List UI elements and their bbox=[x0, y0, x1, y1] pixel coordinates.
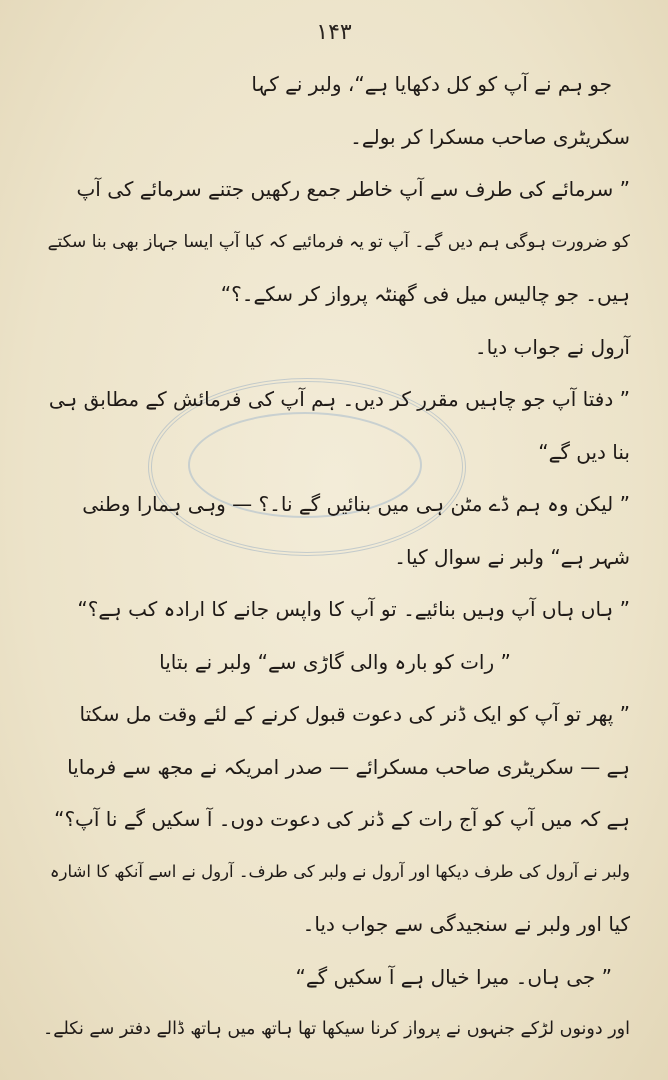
text-line: جو ہم نے آپ کو کل دکھایا ہے“، ولبر نے کہا bbox=[251, 72, 612, 96]
text-line: ولبر نے آرول کی طرف دیکھا اور آرول نے ولبر کی طرف۔ آرول نے اسے آنکھ کا اشارہ bbox=[49, 861, 630, 881]
text-line: ہیں۔ جو چالیس میل فی گھنٹہ پرواز کر سکے۔؟“ bbox=[220, 282, 630, 306]
text-line: ہے — سکریٹری صاحب مسکرائے — صدر امریکہ نے مجھ سے فرمایا bbox=[67, 754, 630, 779]
text-line: بنا دیں گے“ bbox=[538, 439, 630, 464]
text-line: ہے کہ میں آپ کو آج رات کے ڈنر کی دعوت دوں۔ آ سکیں گے نا آپ؟“ bbox=[54, 807, 630, 831]
text-line: کو ضرورت ہوگی ہم دیں گے۔ آپ تو یہ فرمائیے کہ کیا آپ ایسا جہاز بھی بنا سکتے bbox=[47, 231, 630, 252]
text-line: ” لیکن وہ ہم ڈے مٹن ہی میں بنائیں گے نا۔؟ — وہی ہمارا وطنی bbox=[82, 492, 630, 516]
text-line: ” جی ہاں۔ میرا خیال ہے آ سکیں گے“ bbox=[295, 964, 612, 989]
text-line: ” پھر تو آپ کو ایک ڈنر کی دعوت قبول کرنے کے لئے وقت مل سکتا bbox=[79, 702, 630, 726]
text-line: آرول نے جواب دیا۔ bbox=[474, 334, 630, 359]
text-line: ” سرمائے کی طرف سے آپ خاطر جمع رکھیں جتنے سرمائے کی آپ bbox=[76, 177, 630, 201]
text-line: ” ہاں ہاں آپ وہیں بنائیے۔ تو آپ کا واپس جانے کا ارادہ کب ہے؟“ bbox=[77, 597, 630, 621]
page-number: ۱۴۳ bbox=[316, 20, 352, 45]
text-line: سکریٹری صاحب مسکرا کر بولے۔ bbox=[350, 124, 630, 149]
text-line: اور دونوں لڑکے جنہوں نے پرواز کرنا سیکھا تھا ہاتھ میں ہاتھ ڈالے دفتر سے نکلے۔ bbox=[42, 1019, 630, 1039]
text-line: کیا اور ولبر نے سنجیدگی سے جواب دیا۔ bbox=[302, 912, 630, 936]
text-line: ” دفتا آپ جو چاہیں مقرر کر دیں۔ ہم آپ کی فرمائش کے مطابق ہی bbox=[48, 387, 630, 411]
text-line: ” رات کو بارہ والی گاڑی سے“ ولبر نے بتایا bbox=[159, 649, 511, 674]
text-line: شہر ہے“ ولبر نے سوال کیا۔ bbox=[394, 544, 630, 569]
body-text bbox=[40, 58, 630, 1056]
